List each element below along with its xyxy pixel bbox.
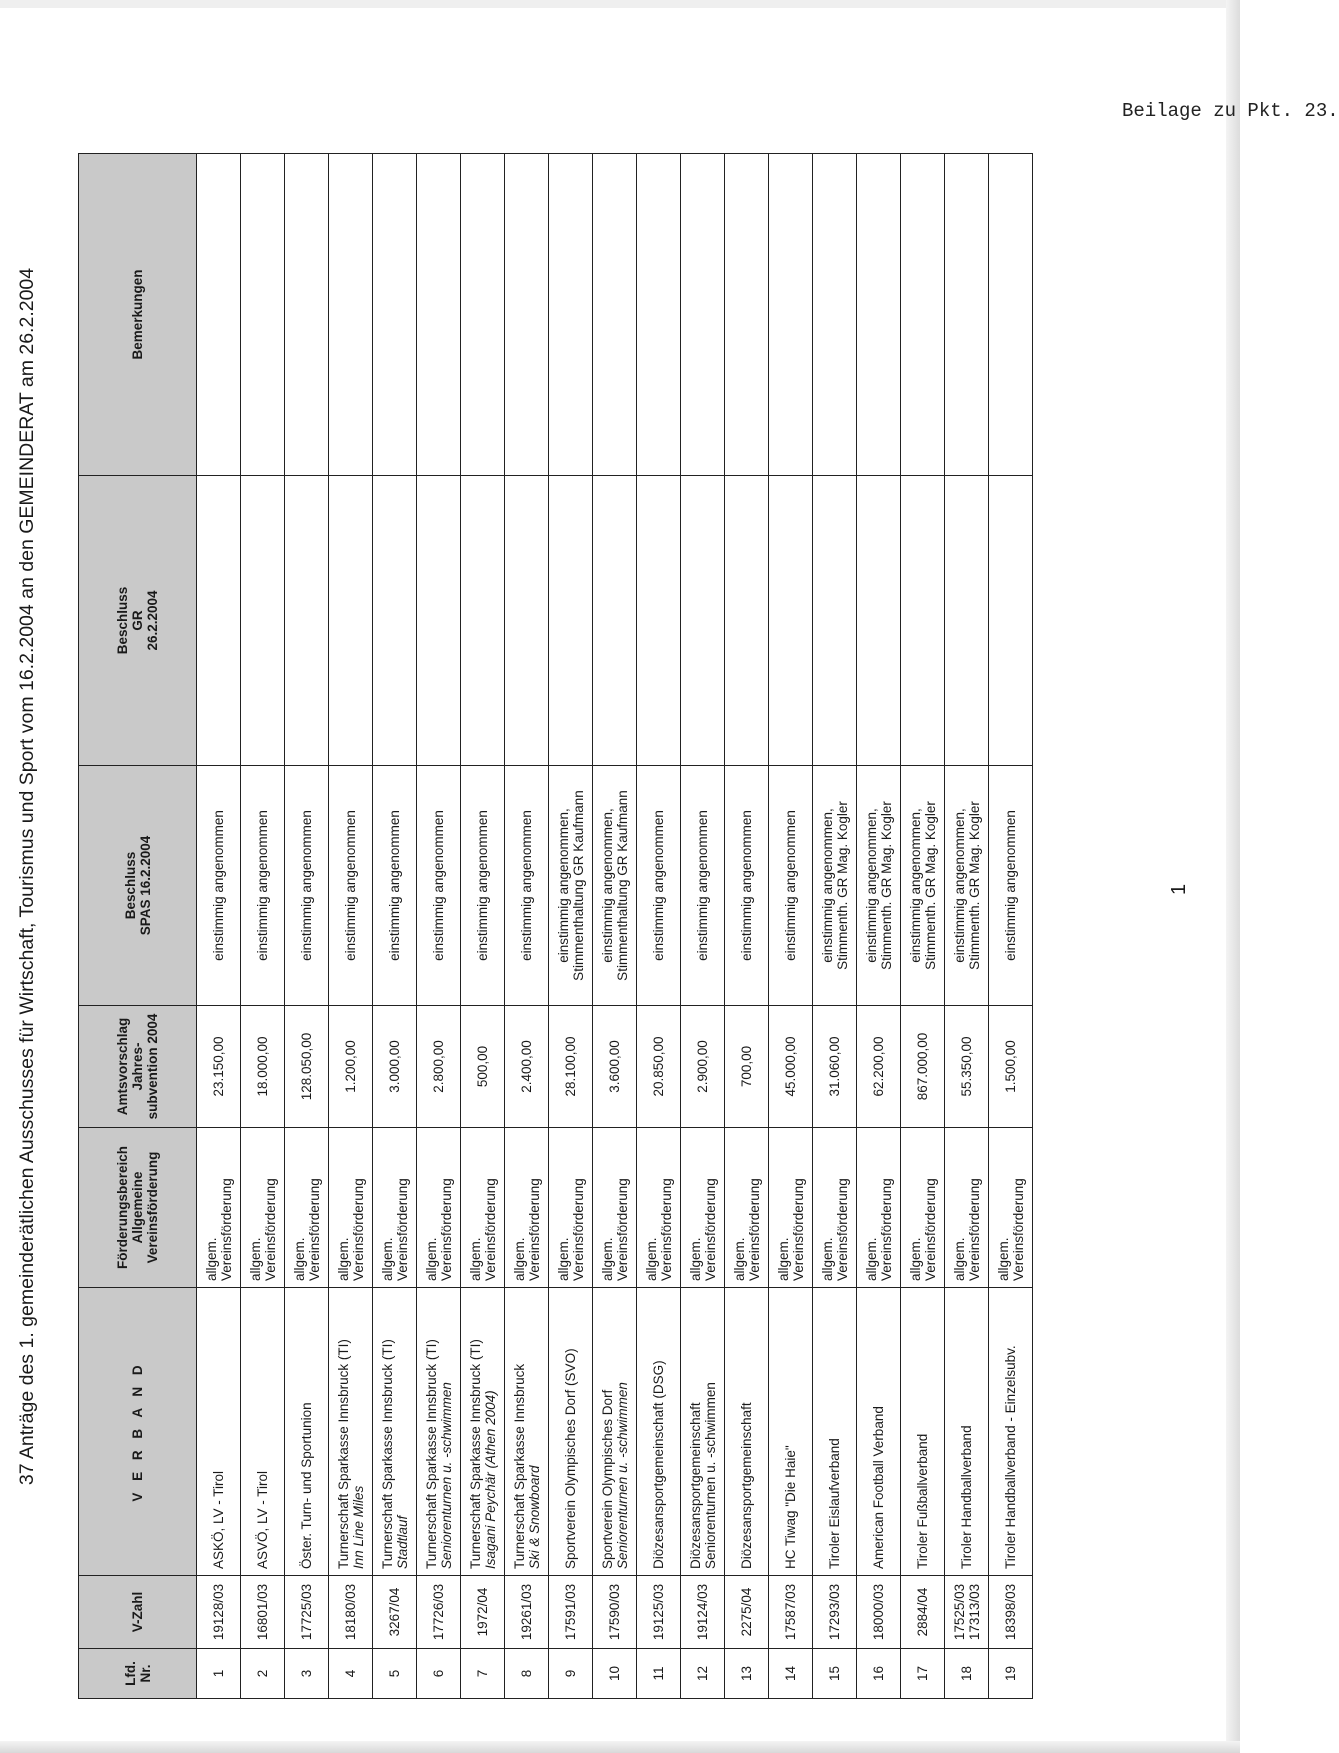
cell-verband: [417, 1288, 461, 1576]
beschluss-line: einstimmig angenommen: [739, 810, 754, 961]
cell-bemerkungen: [417, 154, 461, 476]
table-row: [945, 154, 989, 1699]
beschluss-line: einstimmig angenommen,: [599, 808, 615, 963]
table-row: [769, 154, 813, 1699]
cell-beschluss-gr: [549, 476, 593, 766]
cell-bemerkungen: [197, 154, 241, 476]
header-foerderung: Förderungsbereich Allgemeine Vereinsförderung: [79, 1128, 197, 1288]
cell-beschluss-spas: [681, 766, 725, 1006]
cell-lfd-nr: 4: [329, 1649, 373, 1699]
cell-betrag: 2.800,00: [417, 1006, 461, 1128]
cell-lfd-nr: 11: [637, 1649, 681, 1699]
cell-betrag: 3.000,00: [373, 1006, 417, 1128]
cell-foerderung: allgem. Vereinsförderung: [593, 1128, 637, 1288]
beschluss-line: einstimmig angenommen: [651, 810, 666, 961]
cell-beschluss-gr: [681, 476, 725, 766]
beschluss-line: Stimmenth. GR Mag. Kogler: [834, 801, 850, 970]
cell-beschluss-spas: [241, 766, 285, 1006]
cell-beschluss-spas: [637, 766, 681, 1006]
cell-foerderung: allgem. Vereinsförderung: [197, 1128, 241, 1288]
cell-bemerkungen: [241, 154, 285, 476]
cell-beschluss-gr: [989, 476, 1033, 766]
verband-name: Tiroler Eislaufverband: [827, 1438, 842, 1569]
cell-beschluss-spas: [197, 766, 241, 1006]
table-row: [901, 154, 945, 1699]
verband-project: Inn Line Miles: [350, 1485, 366, 1569]
cell-betrag: 500,00: [461, 1006, 505, 1128]
cell-lfd-nr: 6: [417, 1649, 461, 1699]
table-row: [681, 154, 725, 1699]
beschluss-line: einstimmig angenommen,: [819, 808, 835, 963]
cell-v-zahl: 19125/03: [637, 1576, 681, 1649]
cell-lfd-nr: 12: [681, 1649, 725, 1699]
verband-name: Turnerschaft Sparkasse Innsbruck (TI): [379, 1339, 395, 1569]
page-number: 1: [1168, 883, 1190, 895]
cell-lfd-nr: 1: [197, 1649, 241, 1699]
beschluss-line: Stimmenthaltung GR Kaufmann: [570, 790, 586, 981]
cell-beschluss-spas: [725, 766, 769, 1006]
cell-bemerkungen: [637, 154, 681, 476]
cell-foerderung: allgem. Vereinsförderung: [901, 1128, 945, 1288]
cell-beschluss-gr: [813, 476, 857, 766]
cell-verband: [901, 1288, 945, 1576]
table-row: [329, 154, 373, 1699]
cell-beschluss-gr: [725, 476, 769, 766]
cell-v-zahl: 2884/04: [901, 1576, 945, 1649]
table-row: [241, 154, 285, 1699]
cell-v-zahl: 19128/03: [197, 1576, 241, 1649]
cell-bemerkungen: [945, 154, 989, 476]
cell-v-zahl: 18398/03: [989, 1576, 1033, 1649]
cell-beschluss-spas: [769, 766, 813, 1006]
beschluss-line: einstimmig angenommen: [1003, 810, 1018, 961]
cell-v-zahl: 17590/03: [593, 1576, 637, 1649]
cell-verband: [681, 1288, 725, 1576]
cell-foerderung: allgem. Vereinsförderung: [989, 1128, 1033, 1288]
cell-bemerkungen: [549, 154, 593, 476]
beschluss-line: einstimmig angenommen: [343, 810, 358, 961]
cell-betrag: 1.500,00: [989, 1006, 1033, 1128]
cell-bemerkungen: [681, 154, 725, 476]
cell-lfd-nr: 17: [901, 1649, 945, 1699]
cell-v-zahl: 18180/03: [329, 1576, 373, 1649]
cell-foerderung: allgem. Vereinsförderung: [373, 1128, 417, 1288]
cell-verband: [461, 1288, 505, 1576]
table-row: [373, 154, 417, 1699]
cell-beschluss-gr: [241, 476, 285, 766]
header-v-zahl: V-Zahl: [79, 1576, 197, 1649]
cell-bemerkungen: [329, 154, 373, 476]
cell-foerderung: allgem. Vereinsförderung: [241, 1128, 285, 1288]
cell-betrag: 3.600,00: [593, 1006, 637, 1128]
cell-betrag: 2.400,00: [505, 1006, 549, 1128]
cell-foerderung: allgem. Vereinsförderung: [417, 1128, 461, 1288]
cell-betrag: 1.200,00: [329, 1006, 373, 1128]
cell-betrag: 55.350,00: [945, 1006, 989, 1128]
document-title: 37 Anträge des 1. gemeinderätlichen Ausschusses für Wirtschaft, Tourismus und Sport vom 16.2.2004 an den GEMEINDERAT am 26.2.2004: [16, 267, 38, 1486]
cell-betrag: 2.900,00: [681, 1006, 725, 1128]
cell-verband: [945, 1288, 989, 1576]
cell-bemerkungen: [373, 154, 417, 476]
cell-bemerkungen: [725, 154, 769, 476]
beschluss-line: Stimmenth. GR Mag. Kogler: [966, 801, 982, 970]
cell-beschluss-gr: [901, 476, 945, 766]
verband-name: Sportverein Olympisches Dorf (SVO): [563, 1348, 578, 1569]
beschluss-line: Stimmenth. GR Mag. Kogler: [878, 801, 894, 970]
verband-name: Turnerschaft Sparkasse Innsbruck: [511, 1363, 527, 1569]
cell-bemerkungen: [813, 154, 857, 476]
header-beschluss-spas: Beschluss SPAS 16.2.2004: [79, 766, 197, 1006]
cell-beschluss-gr: [461, 476, 505, 766]
cell-lfd-nr: 9: [549, 1649, 593, 1699]
cell-beschluss-spas: [593, 766, 637, 1006]
beschluss-line: einstimmig angenommen: [519, 810, 534, 961]
cell-bemerkungen: [505, 154, 549, 476]
cell-lfd-nr: 13: [725, 1649, 769, 1699]
verband-name: Öster. Turn- und Sportunion: [299, 1402, 314, 1569]
verband-name: Diözesansportgemeinschaft: [687, 1402, 703, 1569]
table-row: [989, 154, 1033, 1699]
verband-project: Isagani Peychär (Athen 2004): [482, 1390, 498, 1569]
verband-name: Turnerschaft Sparkasse Innsbruck (TI): [423, 1339, 439, 1569]
cell-beschluss-spas: [549, 766, 593, 1006]
verband-project: Seniorenturnen u. -schwimmen: [438, 1382, 454, 1569]
cell-verband: [373, 1288, 417, 1576]
table-body: [197, 154, 1033, 1699]
verband-name: Turnerschaft Sparkasse Innsbruck (TI): [335, 1339, 351, 1569]
table-row: [725, 154, 769, 1699]
cell-beschluss-spas: [329, 766, 373, 1006]
cell-verband: [725, 1288, 769, 1576]
cell-beschluss-gr: [857, 476, 901, 766]
cell-verband: [857, 1288, 901, 1576]
cell-v-zahl: 17726/03: [417, 1576, 461, 1649]
beschluss-line: einstimmig angenommen: [255, 810, 270, 961]
cell-beschluss-gr: [593, 476, 637, 766]
cell-betrag: 20.850,00: [637, 1006, 681, 1128]
cell-v-zahl: 17591/03: [549, 1576, 593, 1649]
cell-lfd-nr: 18: [945, 1649, 989, 1699]
cell-beschluss-gr: [373, 476, 417, 766]
beschluss-line: einstimmig angenommen: [299, 810, 314, 961]
cell-lfd-nr: 8: [505, 1649, 549, 1699]
verband-project: Stadtlauf: [394, 1515, 410, 1569]
cell-verband: [197, 1288, 241, 1576]
beschluss-line: einstimmig angenommen: [475, 810, 490, 961]
cell-betrag: 62.200,00: [857, 1006, 901, 1128]
beschluss-line: einstimmig angenommen: [387, 810, 402, 961]
beschluss-line: einstimmig angenommen: [783, 810, 798, 961]
verband-name: American Football Verband: [871, 1406, 886, 1569]
table-header-row: [79, 154, 197, 1699]
verband-project: Ski & Snowboard: [526, 1465, 542, 1569]
cell-verband: [637, 1288, 681, 1576]
beschluss-line: einstimmig angenommen,: [951, 808, 967, 963]
verband-name: ASVÖ, LV - Tirol: [255, 1470, 270, 1569]
cell-bemerkungen: [593, 154, 637, 476]
cell-beschluss-gr: [417, 476, 461, 766]
cell-foerderung: allgem. Vereinsförderung: [769, 1128, 813, 1288]
beschluss-line: Stimmenthaltung GR Kaufmann: [614, 790, 630, 981]
cell-v-zahl: 16801/03: [241, 1576, 285, 1649]
verband-project: Seniorenturnen u. -schwimmen: [614, 1382, 630, 1569]
cell-beschluss-spas: [989, 766, 1033, 1006]
cell-v-zahl: 17725/03: [285, 1576, 329, 1649]
cell-foerderung: allgem. Vereinsförderung: [329, 1128, 373, 1288]
cell-bemerkungen: [285, 154, 329, 476]
cell-lfd-nr: 5: [373, 1649, 417, 1699]
cell-lfd-nr: 7: [461, 1649, 505, 1699]
cell-betrag: 28.100,00: [549, 1006, 593, 1128]
verband-name: Sportverein Olympisches Dorf: [599, 1389, 615, 1569]
table-row: [417, 154, 461, 1699]
beschluss-line: einstimmig angenommen: [211, 810, 226, 961]
table-row: [549, 154, 593, 1699]
cell-v-zahl: 17587/03: [769, 1576, 813, 1649]
header-amtsvorschlag: Amtsvorschlag Jahres- subvention 2004: [79, 1006, 197, 1128]
cell-bemerkungen: [769, 154, 813, 476]
cell-foerderung: allgem. Vereinsförderung: [681, 1128, 725, 1288]
verband-name: ASKÖ, LV - Tirol: [211, 1470, 226, 1569]
cell-v-zahl: 2275/04: [725, 1576, 769, 1649]
table-row: [637, 154, 681, 1699]
cell-betrag: 31.060,00: [813, 1006, 857, 1128]
cell-betrag: 45.000,00: [769, 1006, 813, 1128]
cell-betrag: 18.000,00: [241, 1006, 285, 1128]
verband-name: Turnerschaft Sparkasse Innsbruck (TI): [467, 1339, 483, 1569]
cell-beschluss-spas: [857, 766, 901, 1006]
verband-name: Tiroler Fußballverband: [915, 1433, 930, 1569]
cell-v-zahl: 17293/03: [813, 1576, 857, 1649]
cell-foerderung: allgem. Vereinsförderung: [725, 1128, 769, 1288]
cell-foerderung: allgem. Vereinsförderung: [505, 1128, 549, 1288]
cell-betrag: 23.150,00: [197, 1006, 241, 1128]
cell-beschluss-spas: [285, 766, 329, 1006]
table-row: [857, 154, 901, 1699]
beschluss-line: einstimmig angenommen: [431, 810, 446, 961]
cell-foerderung: allgem. Vereinsförderung: [637, 1128, 681, 1288]
cell-bemerkungen: [989, 154, 1033, 476]
cell-verband: [769, 1288, 813, 1576]
cell-beschluss-gr: [637, 476, 681, 766]
cell-v-zahl: 17525/03 17313/03: [945, 1576, 989, 1649]
cell-foerderung: allgem. Vereinsförderung: [285, 1128, 329, 1288]
cell-lfd-nr: 10: [593, 1649, 637, 1699]
cell-verband: [549, 1288, 593, 1576]
verband-name: Tiroler Handballverband - Einzelsubv.: [1003, 1345, 1018, 1569]
cell-foerderung: allgem. Vereinsförderung: [945, 1128, 989, 1288]
cell-beschluss-gr: [285, 476, 329, 766]
cell-lfd-nr: 3: [285, 1649, 329, 1699]
cell-foerderung: allgem. Vereinsförderung: [857, 1128, 901, 1288]
table-row: [285, 154, 329, 1699]
header-lfd-nr: Lfd. Nr.: [79, 1649, 197, 1699]
cell-beschluss-spas: [417, 766, 461, 1006]
cell-betrag: 128.050,00: [285, 1006, 329, 1128]
cell-foerderung: allgem. Vereinsförderung: [461, 1128, 505, 1288]
cell-bemerkungen: [857, 154, 901, 476]
cell-foerderung: allgem. Vereinsförderung: [813, 1128, 857, 1288]
header-beschluss-gr: Beschluss GR 26.2.2004: [79, 476, 197, 766]
subsidy-table: [78, 153, 1033, 1699]
header-bemerkungen: Bemerkungen: [79, 154, 197, 476]
cell-beschluss-spas: [901, 766, 945, 1006]
cell-beschluss-gr: [197, 476, 241, 766]
cell-beschluss-spas: [945, 766, 989, 1006]
beschluss-line: Stimmenth. GR Mag. Kogler: [922, 801, 938, 970]
cell-betrag: 867.000,00: [901, 1006, 945, 1128]
verband-name: HC Tiwag "Die Haie": [783, 1445, 798, 1569]
cell-beschluss-spas: [373, 766, 417, 1006]
cell-lfd-nr: 19: [989, 1649, 1033, 1699]
table-row: [593, 154, 637, 1699]
cell-lfd-nr: 14: [769, 1649, 813, 1699]
cell-lfd-nr: 15: [813, 1649, 857, 1699]
cell-verband: [285, 1288, 329, 1576]
cell-beschluss-spas: [461, 766, 505, 1006]
cell-verband: [241, 1288, 285, 1576]
cell-v-zahl: 19261/03: [505, 1576, 549, 1649]
beschluss-line: einstimmig angenommen,: [555, 808, 571, 963]
cell-v-zahl: 1972/04: [461, 1576, 505, 1649]
cell-verband: [989, 1288, 1033, 1576]
cell-bemerkungen: [461, 154, 505, 476]
cell-beschluss-gr: [505, 476, 549, 766]
beschluss-line: einstimmig angenommen,: [863, 808, 879, 963]
cell-beschluss-spas: [813, 766, 857, 1006]
cell-foerderung: allgem. Vereinsförderung: [549, 1128, 593, 1288]
cell-v-zahl: 19124/03: [681, 1576, 725, 1649]
table-row: [813, 154, 857, 1699]
verband-name: Diözesansportgemeinschaft (DSG): [651, 1360, 666, 1569]
cell-beschluss-spas: [505, 766, 549, 1006]
cell-beschluss-gr: [329, 476, 373, 766]
table-row: [505, 154, 549, 1699]
cell-beschluss-gr: [945, 476, 989, 766]
beschluss-line: einstimmig angenommen,: [907, 808, 923, 963]
cell-lfd-nr: 16: [857, 1649, 901, 1699]
cell-verband: [593, 1288, 637, 1576]
table-row: [197, 154, 241, 1699]
cell-v-zahl: 3267/04: [373, 1576, 417, 1649]
beschluss-line: einstimmig angenommen: [695, 810, 710, 961]
verband-subline: Seniorenturnen u. -schwimmen: [702, 1382, 718, 1569]
verband-name: Diözesansportgemeinschaft: [739, 1402, 754, 1569]
cell-verband: [813, 1288, 857, 1576]
cell-lfd-nr: 2: [241, 1649, 285, 1699]
cell-verband: [505, 1288, 549, 1576]
table-row: [461, 154, 505, 1699]
header-verband: V E R B A N D: [79, 1288, 197, 1576]
typed-annotation: Beilage zu Pkt. 23.: [1122, 100, 1339, 122]
cell-verband: [329, 1288, 373, 1576]
cell-beschluss-gr: [769, 476, 813, 766]
verband-name: Tiroler Handballverband: [959, 1425, 974, 1569]
cell-v-zahl: 18000/03: [857, 1576, 901, 1649]
cell-bemerkungen: [901, 154, 945, 476]
cell-betrag: 700,00: [725, 1006, 769, 1128]
